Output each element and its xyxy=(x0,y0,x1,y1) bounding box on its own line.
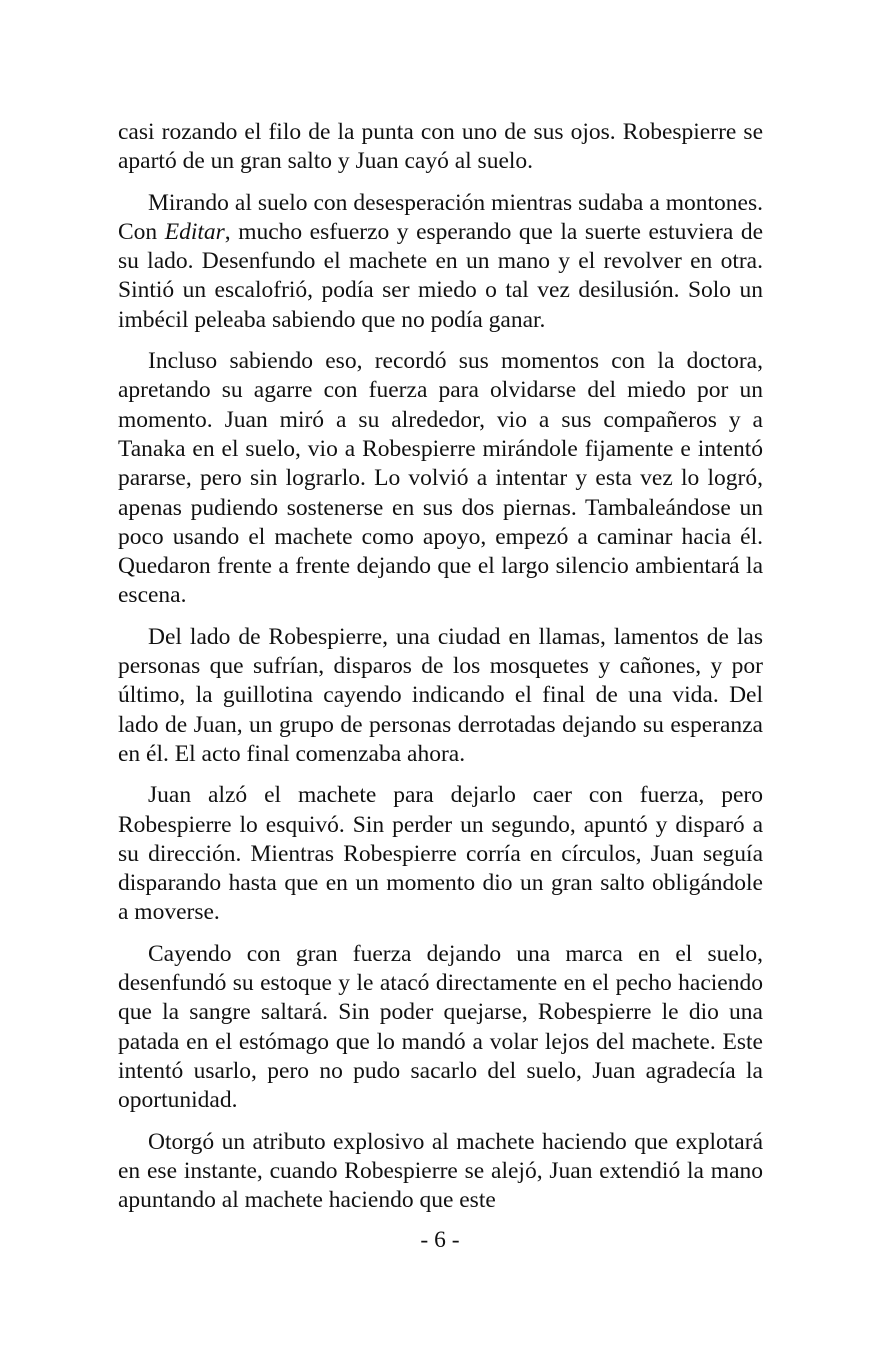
paragraph-5: Juan alzó el machete para dejarlo caer con fuerza, pero Robespierre lo esquivó. Sin perder un segundo, apuntó y disparó a su dirección. Mientras Robespierre corría en círculos, Juan seguía disparando hasta que en un momento dio un gran salto obligándole a moverse. xyxy=(118,782,763,926)
paragraph-2-text-before: Mirando al suelo con desesperación mientras sudaba a montones. Con xyxy=(118,189,763,245)
paragraph-7: Otorgó un atributo explosivo al machete haciendo que explotará en ese instante, cuando Robespierre se alejó, Juan extendió la mano apuntando al machete haciendo que este xyxy=(118,1128,763,1214)
paragraph-2 xyxy=(118,189,763,335)
paragraph-4: Del lado de Robespierre, una ciudad en llamas, lamentos de las personas que sufrían, disparos de los mosquetes y cañones, y por último, la guillotina cayendo indicando el final de una vida. Del lado de Juan, un grupo de personas derrotadas dejando su esperanza en él. El acto final comenzaba ahora. xyxy=(118,623,763,767)
document-body xyxy=(118,118,763,1227)
paragraph-1: casi rozando el filo de la punta con uno de sus ojos. Robespierre se apartó de un gran salto y Juan cayó al suelo. xyxy=(118,119,763,175)
page-number: - 6 - xyxy=(420,1227,460,1253)
paragraph-2-text-after: , mucho esfuerzo y esperando que la suerte estuviera de su lado. Desenfundo el machete en un mano y el revolver en otra. Sintió un escalofrió, podía ser miedo o tal vez desilusión. Solo un imbécil peleaba sabiendo que no podía ganar. xyxy=(118,218,763,333)
paragraph-2-italic-word: Editar xyxy=(164,218,225,245)
paragraph-3: Incluso sabiendo eso, recordó sus momentos con la doctora, apretando su agarre con fuerza para olvidarse del miedo por un momento. Juan miró a su alrededor, vio a sus compañeros y a Tanaka en el suelo, vio a Robespierre mirándole fijamente e intentó pararse, pero sin lograrlo. Lo volvió a intentar y esta vez lo logró, apenas pudiendo sostenerse en sus dos piernas. Tambaleándose un poco usando el machete como apoyo, empezó a caminar hacia él. Quedaron frente a frente dejando que el largo silencio ambientará la escena. xyxy=(118,348,763,609)
paragraph-6: Cayendo con gran fuerza dejando una marca en el suelo, desenfundó su estoque y le atacó directamente en el pecho haciendo que la sangre saltará. Sin poder quejarse, Robespierre le dio una patada en el estómago que lo mandó a volar lejos del machete. Este intentó usarlo, pero no pudo sacarlo del suelo, Juan agradecía la oportunidad. xyxy=(118,940,763,1114)
